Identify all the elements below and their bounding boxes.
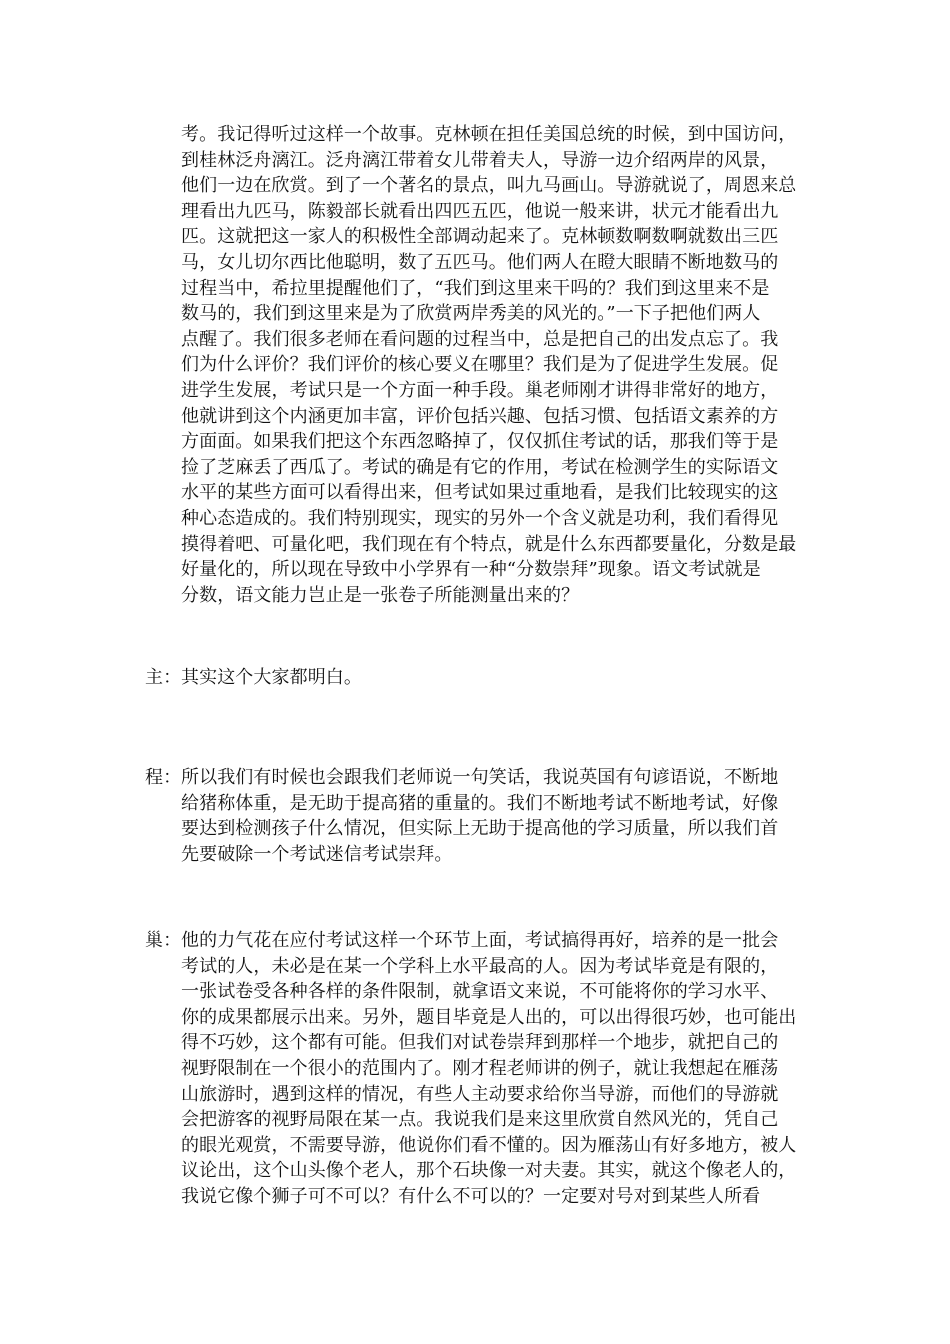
text-line: 的眼光观赏，不需要导游，他说你们看不懂的。因为雁荡山有好多地方，被人 <box>181 1134 797 1156</box>
paragraph-body <box>181 765 815 867</box>
speaker-label: 巢： <box>145 930 182 951</box>
text-line: 你的成果都展示出来。另外，题目毕竟是人出的，可以出得很巧妙，也可能出 <box>181 1006 797 1028</box>
paragraph-body <box>181 665 815 691</box>
paragraph-continued <box>145 122 815 608</box>
text-line: 点醒了。我们很多老师在看问题的过程当中，总是把自己的出发点忘了。我 <box>181 328 779 350</box>
text-line: 我说它像个狮子可不可以？有什么不可以的？一定要对号对到某些人所看 <box>181 1185 761 1207</box>
text-line: 种心态造成的。我们特别现实，现实的另外一个含义就是功利，我们看得见 <box>181 507 779 529</box>
text-line: 给猪称体重，是无助于提高猪的重量的。我们不断地考试不断地考试，好像 <box>181 792 779 814</box>
text-line: 一张试卷受各种各样的条件限制，就拿语文来说，不可能将你的学习水平、 <box>181 981 779 1003</box>
text-line: 会把游客的视野局限在某一点。我说我们是来这里欣赏自然风光的，凭自己 <box>181 1109 779 1131</box>
text-line: 考试的人，未必是在某一个学科上水平最高的人。因为考试毕竟是有限的， <box>181 955 779 977</box>
text-line: 他就讲到这个内涵更加丰富，评价包括兴趣、包括习惯、包括语文素养的方 <box>181 405 779 427</box>
text-line: 马，女儿切尔西比他聪明，数了五匹马。他们两人在瞪大眼睛不断地数马的 <box>181 251 779 273</box>
paragraph-cheng <box>145 765 815 867</box>
paragraph-chao <box>145 928 815 1210</box>
text-line: 匹。这就把这一家人的积极性全部调动起来了。克林顿数啊数啊就数出三匹 <box>181 226 779 248</box>
text-line: 先要破除一个考试迷信考试崇拜。 <box>181 843 453 865</box>
text-line: 捡了芝麻丢了西瓜了。考试的确是有它的作用，考试在检测学生的实际语文 <box>181 456 779 478</box>
text-line: 其实这个大家都明白。 <box>181 667 362 688</box>
text-line: 他的力气花在应付考试这样一个环节上面，考试搞得再好，培养的是一批会 <box>181 930 779 951</box>
text-line: 好量化的，所以现在导致中小学界有一种“分数崇拜”现象。语文考试就是 <box>181 559 761 581</box>
text-line: 进学生发展，考试只是一个方面一种手段。巢老师刚才讲得非常好的地方， <box>181 379 779 401</box>
text-line: 所以我们有时候也会跟我们老师说一句笑话，我说英国有句谚语说，不断地 <box>181 767 779 788</box>
text-line: 水平的某些方面可以看得出来，但考试如果过重地看，是我们比较现实的这 <box>181 482 779 504</box>
paragraph-body <box>181 928 815 1210</box>
text-line: 过程当中，希拉里提醒他们了，“我们到这里来干吗的？我们到这里来不是 <box>181 277 770 299</box>
paragraph-body <box>181 122 815 608</box>
text-line: 理看出九匹马，陈毅部长就看出四匹五匹，他说一般来讲，状元才能看出九 <box>181 200 779 222</box>
text-line: 分数，语文能力岂止是一张卷子所能测量出来的？ <box>181 584 580 606</box>
text-line: 视野限制在一个很小的范围内了。刚才程老师讲的例子，就让我想起在雁荡 <box>181 1057 779 1079</box>
text-line: 考。我记得听过这样一个故事。克林顿在担任美国总统的时候，到中国访问， <box>181 124 797 145</box>
text-line: 摸得着吧、可量化吧，我们现在有个特点，就是什么东西都要量化，分数是最 <box>181 533 797 555</box>
text-line: 到桂林泛舟漓江。泛舟漓江带着女儿带着夫人，导游一边介绍两岸的风景， <box>181 149 779 171</box>
text-line: 他们一边在欣赏。到了一个著名的景点，叫九马画山。导游就说了，周恩来总 <box>181 175 797 197</box>
text-line: 要达到检测孩子什么情况，但实际上无助于提高他的学习质量，所以我们首 <box>181 818 779 840</box>
text-line: 得不巧妙，这个都有可能。但我们对试卷崇拜到那样一个地步，就把自己的 <box>181 1032 779 1054</box>
text-line: 议论出，这个山头像个老人，那个石块像一对夫妻。其实，就这个像老人的， <box>181 1160 797 1182</box>
text-line: 山旅游时，遇到这样的情况，有些人主动要求给你当导游，而他们的导游就 <box>181 1083 779 1105</box>
text-line: 们为什么评价？我们评价的核心要义在哪里？我们是为了促进学生发展。促 <box>181 354 779 376</box>
paragraph-zhu <box>145 665 815 691</box>
speaker-label: 程： <box>145 767 182 788</box>
speaker-label: 主： <box>145 667 182 688</box>
text-line: 数马的，我们到这里来是为了欣赏两岸秀美的风光的。”一下子把他们两人 <box>181 303 761 325</box>
text-line: 方面面。如果我们把这个东西忽略掉了，仅仅抓住考试的话，那我们等于是 <box>181 431 779 453</box>
